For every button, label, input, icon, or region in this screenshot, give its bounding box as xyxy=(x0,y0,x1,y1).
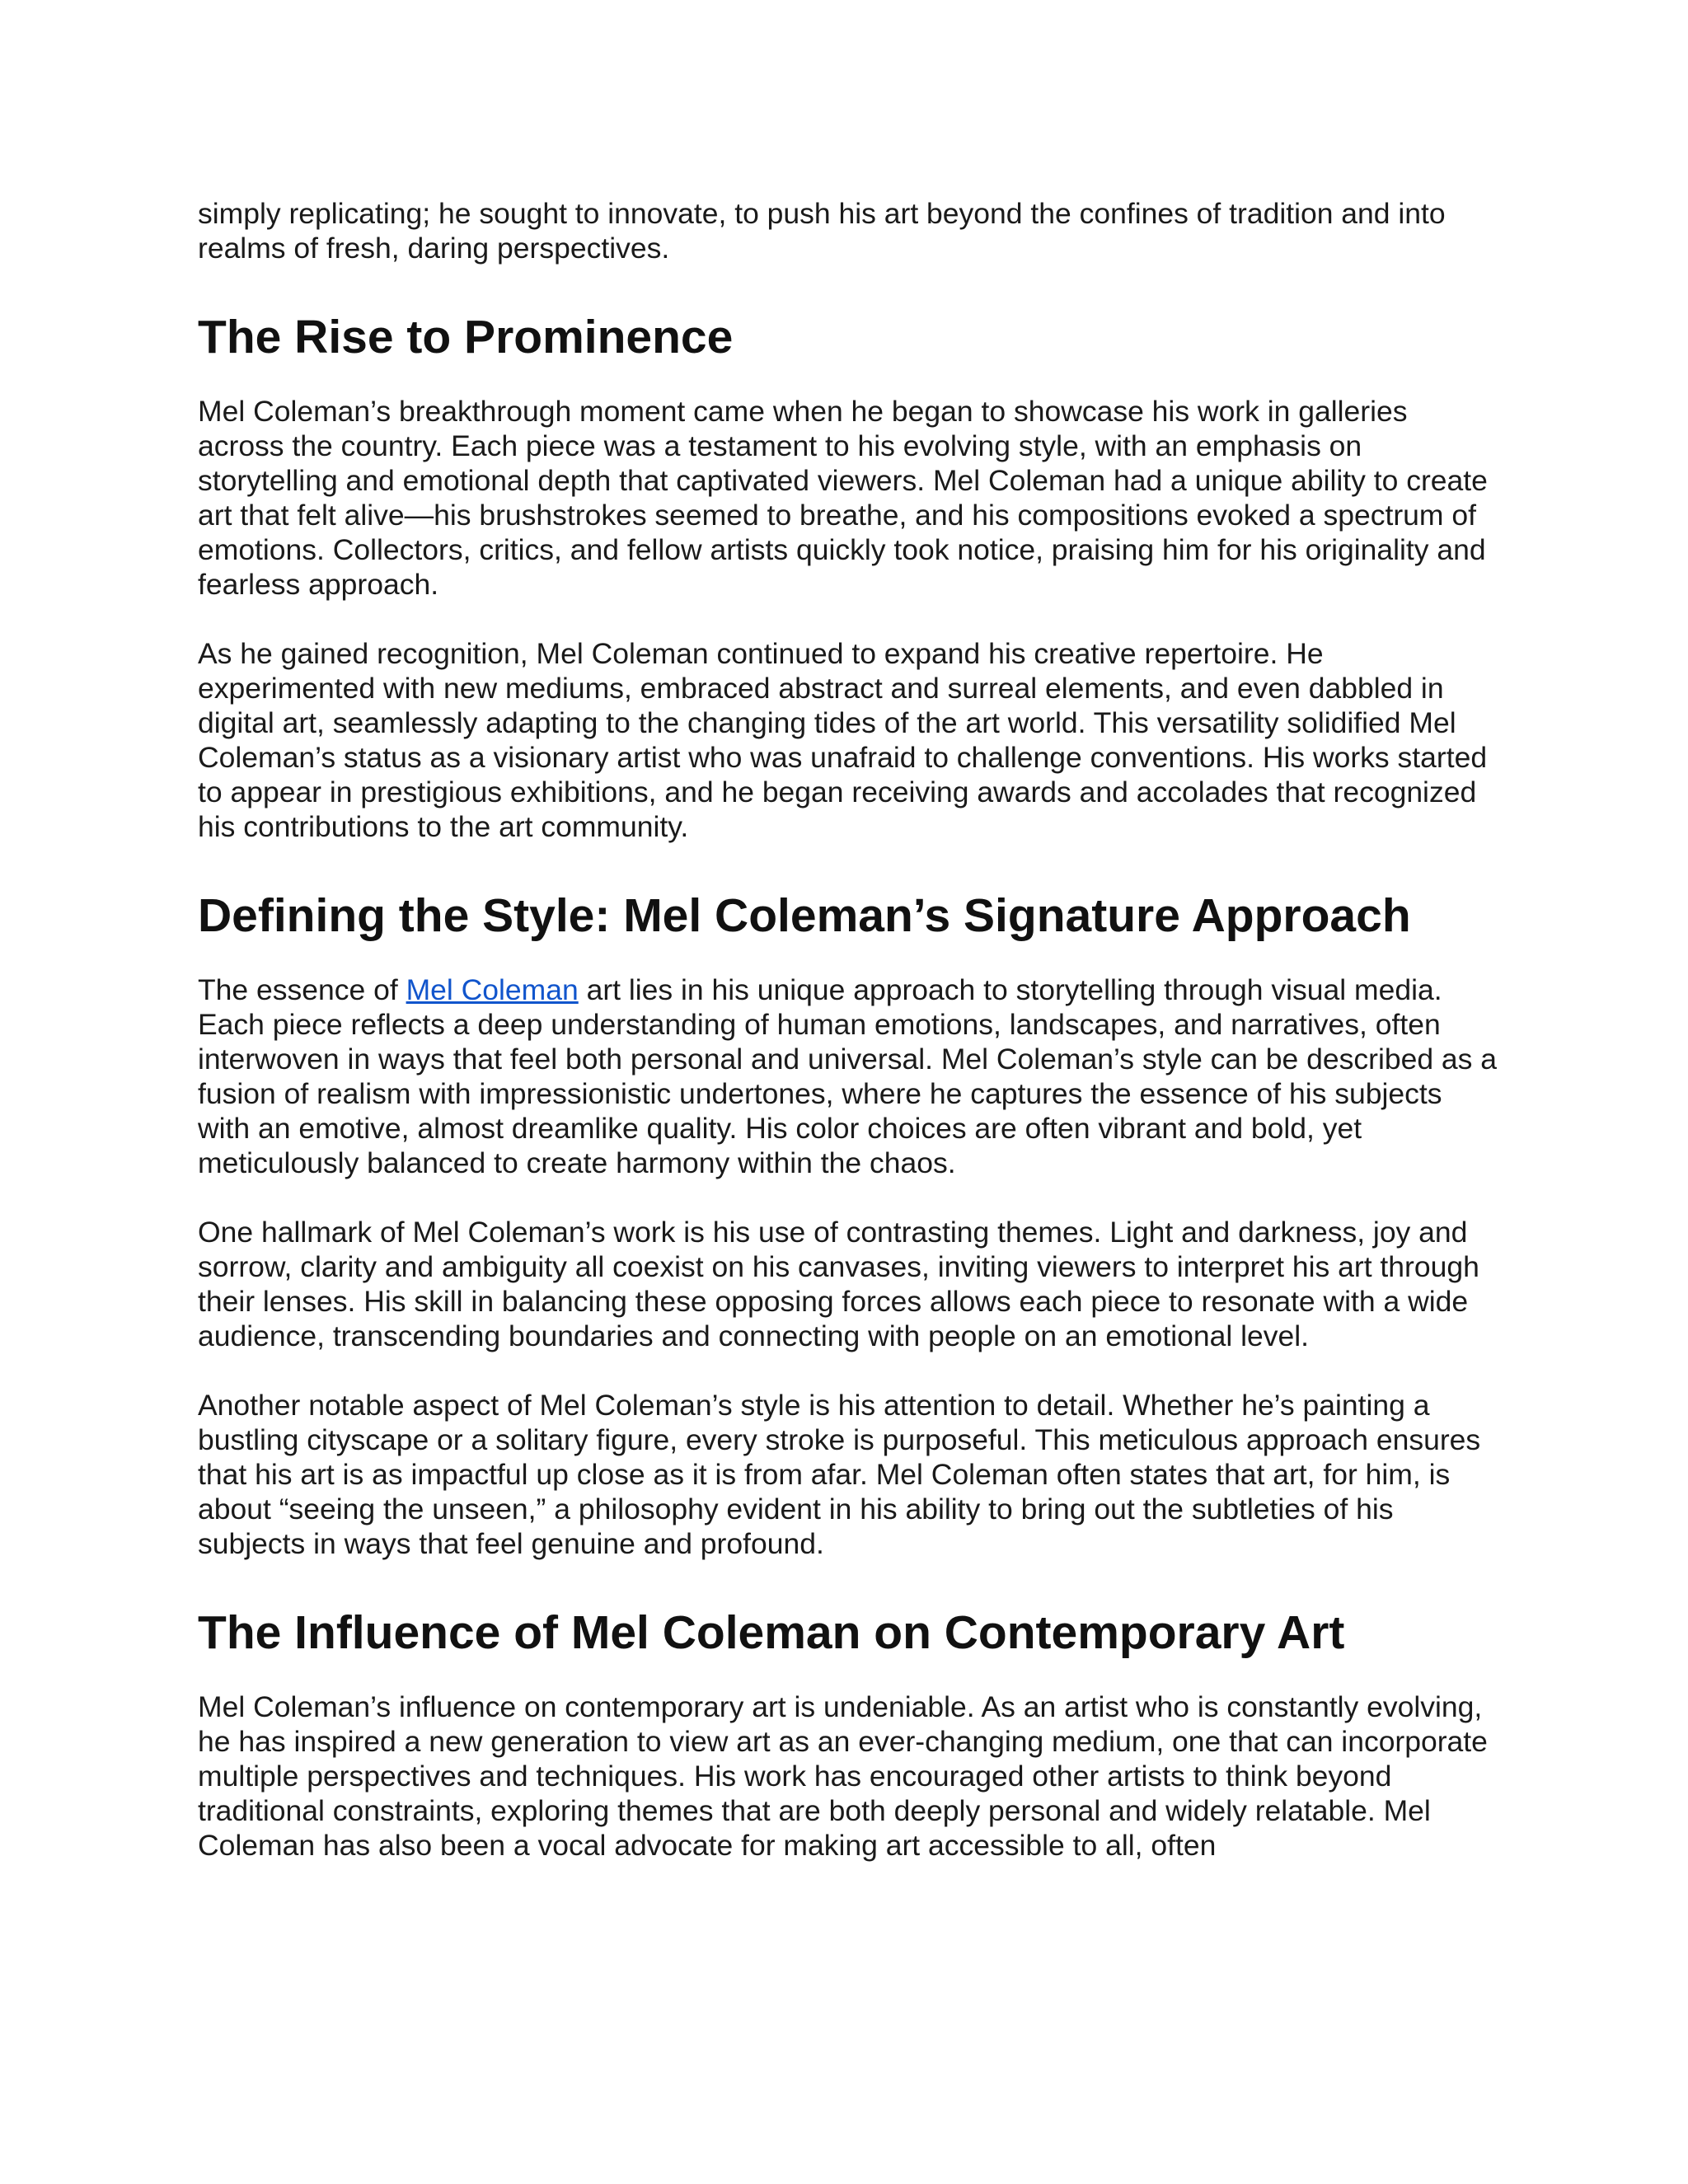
heading-influence: The Influence of Mel Coleman on Contemporary Art xyxy=(198,1606,1345,1659)
paragraph-recognition: As he gained recognition, Mel Coleman continued to expand his creative repertoire. He experimented with new mediums, embraced abstract and surreal elements, and even dabbled in digital art, seamlessly adapting to the changing tides of the art world. This versatility solidified Mel Coleman’s status as a visionary artist who was unafraid to challenge conventions. His works started to appear in prestigious exhibitions, and he began receiving awards and accolades that recognized his contributions to the art community. xyxy=(198,637,1488,843)
document-page xyxy=(198,196,1500,1863)
spacer xyxy=(198,1180,1500,1215)
paragraph-continuation: simply replicating; he sought to innovate, to push his art beyond the confines of tradition and into realms of fresh, daring perspectives. xyxy=(198,197,1446,265)
spacer xyxy=(198,1660,1500,1690)
spacer xyxy=(198,844,1500,888)
heading-defining-style: Defining the Style: Mel Coleman’s Signature Approach xyxy=(198,889,1411,942)
spacer xyxy=(198,943,1500,972)
paragraph-breakthrough: Mel Coleman’s breakthrough moment came when he began to showcase his work in galleries across the country. Each piece was a testament to his evolving style, with an emphasis on storytelling and emotional depth that captivated viewers. Mel Coleman had a unique ability to create art that felt alive—his brushstrokes seemed to breathe, and his compositions evoked a spectrum of emotions. Collectors, critics, and fellow artists quickly took notice, praising him for his originality and fearless approach. xyxy=(198,395,1488,601)
heading-rise-to-prominence: The Rise to Prominence xyxy=(198,311,734,363)
spacer xyxy=(198,602,1500,636)
spacer xyxy=(198,364,1500,394)
paragraph-influence: Mel Coleman’s influence on contemporary art is undeniable. As an artist who is constantly evolving, he has inspired a new generation to view art as an ever-changing medium, one that can incorporate multiple perspectives and techniques. His work has encouraged other artists to think beyond traditional constraints, exploring themes that are both deeply personal and widely relatable. Mel Coleman has also been a vocal advocate for making art accessible to all, often xyxy=(198,1690,1488,1862)
paragraph-attention-to-detail: Another notable aspect of Mel Coleman’s style is his attention to detail. Whether he’s painting a bustling cityscape or a solitary figure, every stroke is purposeful. This meticulous approach ensures that his art is as impactful up close as it is from afar. Mel Coleman often states that art, for him, is about “seeing the unseen,” a philosophy evident in his ability to bring out the subtleties of his subjects in ways that feel genuine and profound. xyxy=(198,1389,1481,1560)
spacer xyxy=(198,265,1500,310)
spacer xyxy=(198,1561,1500,1605)
paragraph-contrasting-themes: One hallmark of Mel Coleman’s work is his use of contrasting themes. Light and darkness, joy and sorrow, clarity and ambiguity all coexist on his canvases, inviting viewers to interpret his art through their lenses. His skill in balancing these opposing forces allows each piece to resonate with a wide audience, transcending boundaries and connecting with people on an emotional level. xyxy=(198,1216,1479,1352)
paragraph-essence xyxy=(198,972,1500,1180)
mel-coleman-link[interactable]: Mel Coleman xyxy=(406,973,579,1006)
spacer xyxy=(198,1353,1500,1388)
paragraph-essence-lead: The essence of xyxy=(198,973,406,1006)
paragraph-essence-rest: art lies in his unique approach to storytelling through visual media. Each piece reflects a deep understanding of human emotions, landscapes, and narratives, often interwoven in ways that feel both personal and universal. Mel Coleman’s style can be described as a fusion of realism with impressionistic undertones, where he captures the essence of his subjects with an emotive, almost dreamlike quality. His color choices are often vibrant and bold, yet meticulously balanced to create harmony within the chaos. xyxy=(198,973,1498,1179)
